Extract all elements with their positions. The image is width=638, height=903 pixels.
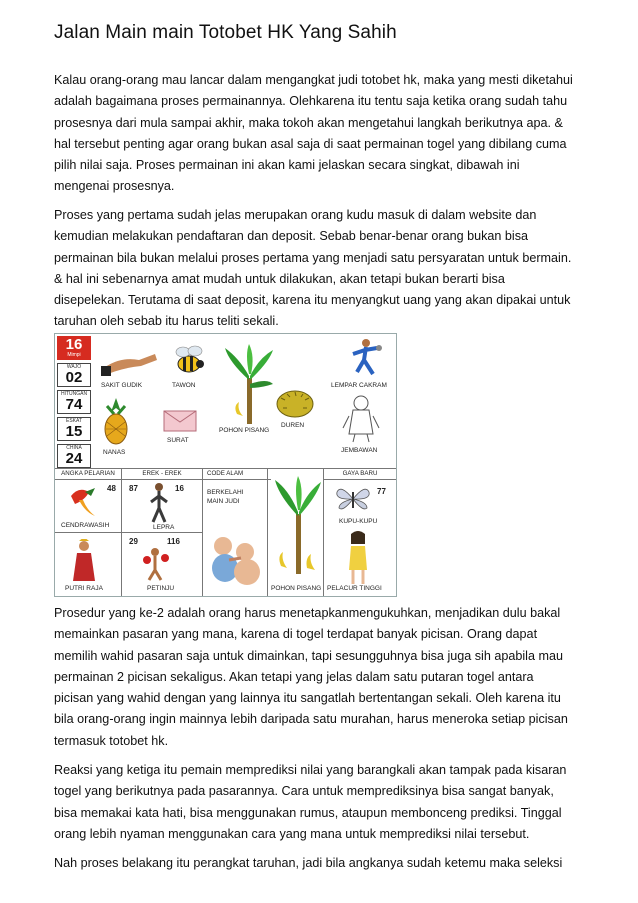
number-value: 74 [65, 396, 83, 413]
banana-tree-icon-2 [275, 474, 321, 578]
paragraph-2 [54, 205, 594, 333]
text-line: Reaksi yang ketiga itu pemain memprediksi nilai yang barangkali akan tampak pada kisaran [54, 763, 567, 777]
number-29: 29 [129, 537, 138, 546]
durian-icon [273, 384, 317, 420]
caption-lempar-cakram: LEMPAR CAKRAM [331, 382, 387, 389]
text-line: disepelekan. Terutama di saat deposit, karena itu menyangkut uang yang akan dipakai untuk [54, 293, 571, 308]
fighting-babies-icon [205, 530, 265, 590]
boxer-icon [141, 546, 171, 582]
text-line: Prosedur yang ke-2 adalah orang harus menetapkanmengukuhkan, menjadikan dulu bakal [54, 606, 561, 620]
caption-berkelahi: BERKELAHI [207, 489, 244, 496]
text-line: permainan bila bukan melalui proses pertama yang menjadi satu persyaratan untuk bermain. [54, 250, 572, 265]
text-line: bila orang-orang ingin mainnya lebih daripada satu murahan, harus meneroka setiap picisan [54, 712, 568, 727]
number-48: 48 [107, 484, 116, 493]
caption-main-judi: MAIN JUDI [207, 498, 240, 505]
number-label: Mimpi [67, 352, 81, 358]
text-line: memainkan pasaran yang mana, karena di togel terdapat banyak picisan. Orang dapat [54, 627, 538, 642]
header-code-alam: CODE ALAM [203, 469, 271, 480]
page-title: Jalan Main main Totobet HK Yang Sahih [54, 22, 397, 43]
number-16: 16 [175, 484, 184, 493]
header-angka-pelarian: ANGKA PELARIAN [55, 469, 121, 480]
number-box-mimpi [57, 336, 91, 360]
caption-pohon-pisang-top: POHON PISANG [219, 427, 270, 434]
grid-divider [202, 469, 203, 597]
text-line: taruhan oleh sebab itu harus teliti sekali. [54, 314, 279, 329]
caption-cendrawasih: CENDRAWASIH [61, 522, 110, 529]
number-value: 16 [65, 336, 83, 353]
caption-pohon-pisang-bottom: POHON PISANG [271, 585, 322, 592]
number-label: WAJO [66, 364, 82, 370]
caption-lepra: LEPRA [153, 524, 175, 531]
number-87: 87 [129, 484, 138, 493]
jembawan-figure-icon [341, 394, 381, 444]
row-divider [55, 532, 202, 533]
caption-putri-raja: PUTRI RAJA [65, 585, 103, 592]
text-line: hal tersebut penting agar orang bukan asal saja di saat permainan togel yang dibilang cuma [54, 136, 567, 151]
text-line: Proses yang pertama sudah jelas merupakan orang kudu masuk di dalam website dan [54, 208, 537, 222]
header-erek-erek: EREK - EREK [122, 469, 202, 480]
envelope-icon [163, 410, 197, 432]
bee-icon [169, 342, 207, 380]
butterfly-icon [335, 484, 371, 514]
text-line: Nah proses belakang itu perangkat taruhan, jadi bila angkanya sudah ketemu maka seleksi [54, 856, 563, 870]
text-line: Kalau orang-orang mau lancar dalam mengangkat judi totobet hk, maka yang mesti diketahui [54, 73, 573, 87]
number-box-hitungan [57, 390, 91, 414]
number-label: HITUNGAN [60, 391, 88, 397]
text-line: prosesnya dari mula sampai akhir, maka tokoh akan mengetahui langkah berikutnya apa. & [54, 115, 563, 130]
woman-figure-icon [341, 530, 375, 584]
discus-thrower-icon [349, 338, 383, 378]
text-line: orang lebih nyaman menggunakan cara yang mana untuk memprediksi nilai tersebut. [54, 826, 530, 841]
text-line: togel yang berikutnya pada pasarannya. Cara untuk memprediksinya bisa sangat banyak, [54, 784, 554, 799]
paragraph-3 [54, 603, 594, 752]
caption-tawon: TAWON [172, 382, 196, 389]
caption-kupu-kupu: KUPU-KUPU [339, 518, 378, 525]
caption-duren: DUREN [281, 422, 305, 429]
text-line: adalah bagaimana proses permainannya. Olehkarena itu tentu saja ketika orang sudah tahu [54, 94, 568, 109]
number-116: 116 [167, 537, 180, 546]
caption-petinju: PETINJU [147, 585, 175, 592]
text-line: mengenai prosesnya. [54, 179, 175, 194]
grid-divider [121, 469, 122, 597]
princess-icon [69, 539, 99, 583]
scratching-arm-icon [99, 348, 159, 378]
text-line: kemudian melakukan pendaftaran dan deposit. Sebab benar-benar orang bukan bisa [54, 229, 528, 244]
text-line: bisa memakai kata hati, bisa menggunakan rumus, ataupun membonceng prediksi. Tinggal [54, 805, 562, 820]
pineapple-icon [101, 396, 131, 446]
bird-of-paradise-icon [65, 482, 101, 518]
number-value: 15 [65, 423, 83, 440]
dream-book-figure [54, 333, 397, 597]
number-box-china [57, 444, 91, 468]
paragraph-4 [54, 760, 594, 845]
text-line: permainan 2 picisan sekaligus. Akan tetapi yang jelas dalam satu putaran togel antara [54, 669, 534, 684]
text-line: & hal ini sebenarnya amat mudah untuk dilakukan, akan tetapi bukan berarti bisa [54, 271, 505, 286]
number-box-wajo [57, 363, 91, 387]
header-gaya-baru: GAYA BARU [323, 469, 397, 480]
text-line: memilih wahid pasaran saja untuk dimainkan, tapi sesungguhnya bisa juga sih apabila mau [54, 648, 563, 663]
leper-figure-icon [147, 482, 171, 524]
text-line: termasuk totobet hk. [54, 733, 169, 748]
text-line: picisan yang wahid dengan yang lainnya itu sangatlah bertentangan sekali. Oleh karena itu [54, 691, 561, 706]
caption-surat: SURAT [167, 437, 189, 444]
paragraph-1 [54, 70, 594, 198]
number-label: ESKAT [65, 418, 83, 424]
grid-divider [267, 469, 268, 597]
grid-divider [323, 469, 324, 597]
caption-pelacur-tinggi: PELACUR TINGGI [327, 585, 382, 592]
text-line: pilih nilai saja. Proses permainan ini akan kami jelaskan secara singkat, dibawah ini [54, 158, 520, 173]
paragraph-5 [54, 853, 594, 874]
caption-sakit-gudik: SAKIT GUDIK [101, 382, 143, 389]
caption-nanas: NANAS [103, 449, 126, 456]
number-box-eskat [57, 417, 91, 441]
number-label: CHINA [66, 445, 82, 451]
caption-jembawan: JEMBAWAN [341, 447, 378, 454]
number-value: 24 [65, 450, 83, 467]
number-value: 02 [65, 369, 83, 386]
number-77: 77 [377, 487, 386, 496]
banana-tree-icon [223, 344, 275, 426]
